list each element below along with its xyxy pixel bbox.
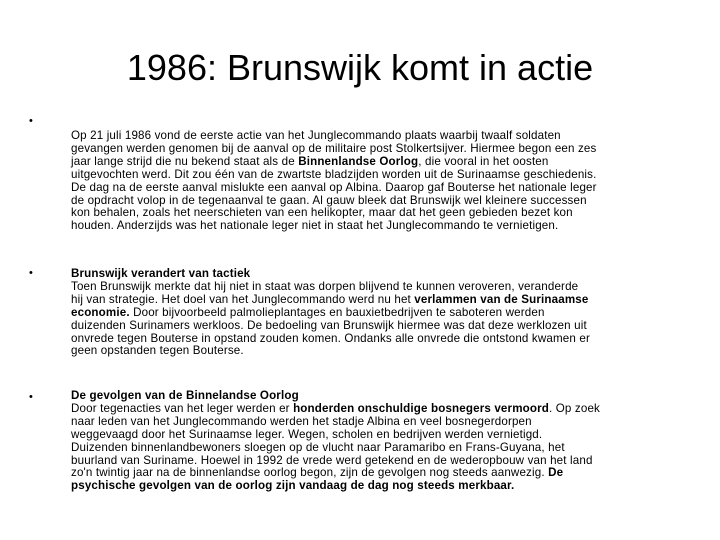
bold-text-run: Brunswijk verandert van tactiek [71,267,251,280]
text-run: de opdracht volop in de tegenaanval te gaan. Al gauw bleek dat Brunswijk wel kleinere successen [71,193,587,207]
text-run: naar leden van het Junglecommando werden het stadje Albina en veel bosnegerdorpen [71,414,532,428]
bold-text-run: Binnenlandse Oorlog [298,154,419,168]
text-line [71,220,683,233]
text-run: kon behalen, zoals het neerschieten van een helikopter, maar dat het geen gebieden bezet kon [71,206,573,220]
text-run: Toen Brunswijk merkte dat hij niet in staat was dorpen blijvend te kunnen veroveren, veranderde [71,279,579,293]
text-run: uitgevochten werd. Dit zou één van de zwartste bladzijden worden uit de Surinaamse geschiedenis. [71,167,597,181]
bold-text-run: De gevolgen van de Binnelandse Oorlog [71,389,299,402]
bold-text-run: honderden onschuldige bosnegers vermoord [293,401,550,415]
text-run: hij van strategie. Het doel van het Junglecommando werd nu het [71,292,415,306]
text-run: onvrede tegen Bouterse in opstand zouden komen. Ondanks alle onvrede die ontstond kwamen er [71,331,590,345]
bullet-marker: • [29,115,33,127]
slide-title: 1986: Brunswijk komt in actie [126,47,594,88]
bold-text-run: De [548,466,564,480]
text-run: Op 21 juli 1986 vond de eerste actie van het Junglecommando plaats waarbij twaalf soldaten [71,129,561,142]
bullet-paragraph-consequences [71,390,683,493]
text-run: Duizenden binnenlandbewoners sloegen op de vlucht naar Paramaribo en Frans-Guyana, het [71,440,565,454]
bold-text-run: verlammen van de Surinaamse [414,292,589,306]
bold-text-run: economie. [71,305,130,319]
bullet-paragraph-first-action [71,130,683,233]
text-run: , die vooral in het oosten [418,154,549,168]
text-line [71,345,683,358]
text-run: Door tegenacties van het leger werden er [71,401,294,415]
text-run: jaar lange strijd die nu bekend staat als de [71,154,299,168]
text-run: geen opstanden tegen Bouterse. [71,344,244,358]
text-run: gevangen werden genomen bij de aanval op de militaire post Stolkertsijver. Hiermee begon een zes [71,141,597,155]
bold-text-run: psychische gevolgen van de oorlog zijn vandaag de dag nog steeds merkbaar. [71,479,515,493]
bullet-marker: • [29,267,33,279]
text-run: Door bijvoorbeeld palmolieplantages en bauxietbedrijven te saboteren werden [129,305,545,319]
text-line [71,480,683,493]
text-run: De dag na de eerste aanval mislukte een aanval op Albina. Daarop gaf Bouterse het nationale leger [71,180,597,194]
text-run: . Op zoek [549,401,600,415]
bullet-marker: • [29,391,33,403]
text-run: houden. Anderzijds was het nationale leger niet in staat het Junglecommando te vernietigen. [71,219,559,233]
text-run: weggevaagd door het Surinaamse leger. Wegen, scholen en bedrijven werden vernietigd. [71,427,543,441]
text-run: zo'n twintig jaar na de binnenlandse oorlog begon, zijn de gevolgen nog steeds aanwezig. [71,466,549,480]
bullet-paragraph-tactics [71,268,683,358]
text-run: duizenden Surinamers werkloos. De bedoeling van Brunswijk hiermee was dat deze werklozen uit [71,318,587,332]
text-run: buurland van Suriname. Hoewel in 1992 de vrede werd getekend en de wederopbouw van het land [71,453,593,467]
